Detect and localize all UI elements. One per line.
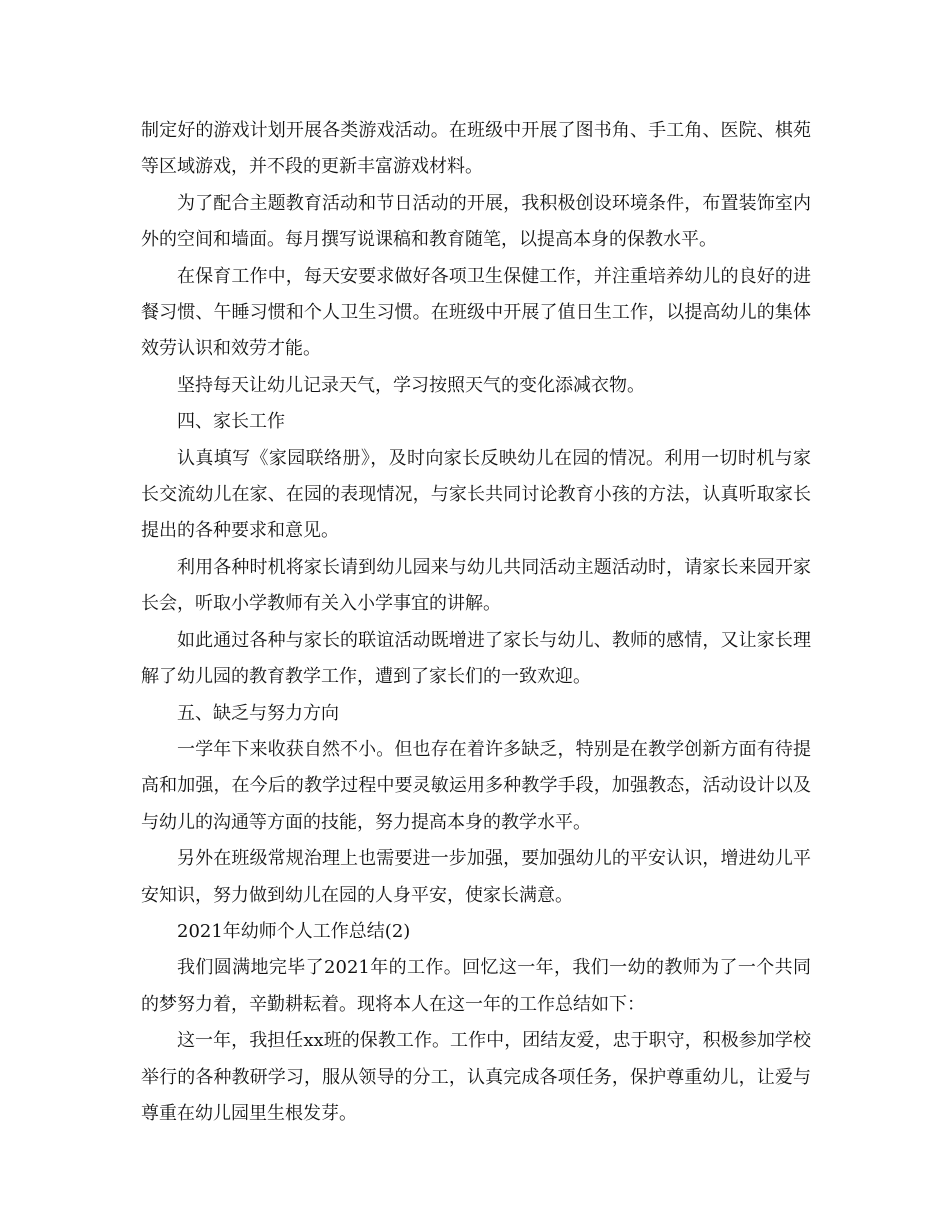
paragraph-parent-activities: 如此通过各种与家长的联谊活动既增进了家长与幼儿、教师的感情，又让家长理解了幼儿园的教育教学工作，遭到了家长们的一致欢迎。 [141,629,811,688]
paragraph-weather: 坚持每天让幼儿记录天气，学习按照天气的变化添减衣物。 [177,374,645,396]
paragraph-year-review: 我们圆满地完毕了2021年的工作。回忆这一年，我们一幼的教师为了一个共同的梦努力着，辛勤耕耘着。现将本人在这一年的工作总结如下： [141,957,811,1015]
paragraph-harvest: 一学年下来收获自然不小。但也存在着许多缺乏，特别是在教学创新方面有待提高和加强，在今后的教学过程中要灵敏运用多种教学手段，加强教态，活动设计以及与幼儿的沟通等方面的技能，努力提高本身的教学水平。 [141,738,811,833]
paragraph-class-duty: 这一年，我担任xx班的保教工作。工作中，团结友爱，忠于职守，积极参加学校举行的各种教研学习，服从领导的分工，认真完成各项任务，保护尊重幼儿，让爱与尊重在幼儿园里生根发芽。 [141,1030,811,1124]
paragraph-parent-meeting: 利用各种时机将家长请到幼儿园来与幼儿共同活动主题活动时，请家长来园开家长会，听取小学教师有关入小学事宜的讲解。 [141,556,811,615]
paragraph-environment: 为了配合主题教育活动和节日活动的开展，我积极创设环境条件，布置装饰室内外的空间和墙面。每月撰写说课稿和教育随笔，以提高本身的保教水平。 [141,192,811,251]
paragraph-care-work: 在保育工作中，每天安要求做好各项卫生保健工作，并注重培养幼儿的良好的进餐习惯、午睡习惯和个人卫生习惯。在班级中开展了值日生工作，以提高幼儿的集体效劳认识和效劳才能。 [141,265,811,360]
document-body [141,113,811,1132]
article-title-2: 2021年幼师个人工作总结(2) [177,920,411,942]
section-heading-parent-work: 四、家长工作 [177,411,285,433]
paragraph-class-management: 另外在班级常规治理上也需要进一步加强，要加强幼儿的平安认识，增进幼儿平安知识，努力做到幼儿在园的人身平安，使家长满意。 [141,848,811,906]
paragraph-contact-book: 认真填写《家园联络册》，及时向家长反映幼儿在园的情况。利用一切时机与家长交流幼儿在家、在园的表现情况，与家长共同讨论教育小孩的方法，认真听取家长提出的各种要求和意见。 [141,447,811,542]
section-heading-shortcomings: 五、缺乏与努力方向 [177,702,339,724]
paragraph-games-continued: 制定好的游戏计划开展各类游戏活动。在班级中开展了图书角、手工角、医院、棋苑等区域游戏，并不段的更新丰富游戏材料。 [141,120,811,178]
